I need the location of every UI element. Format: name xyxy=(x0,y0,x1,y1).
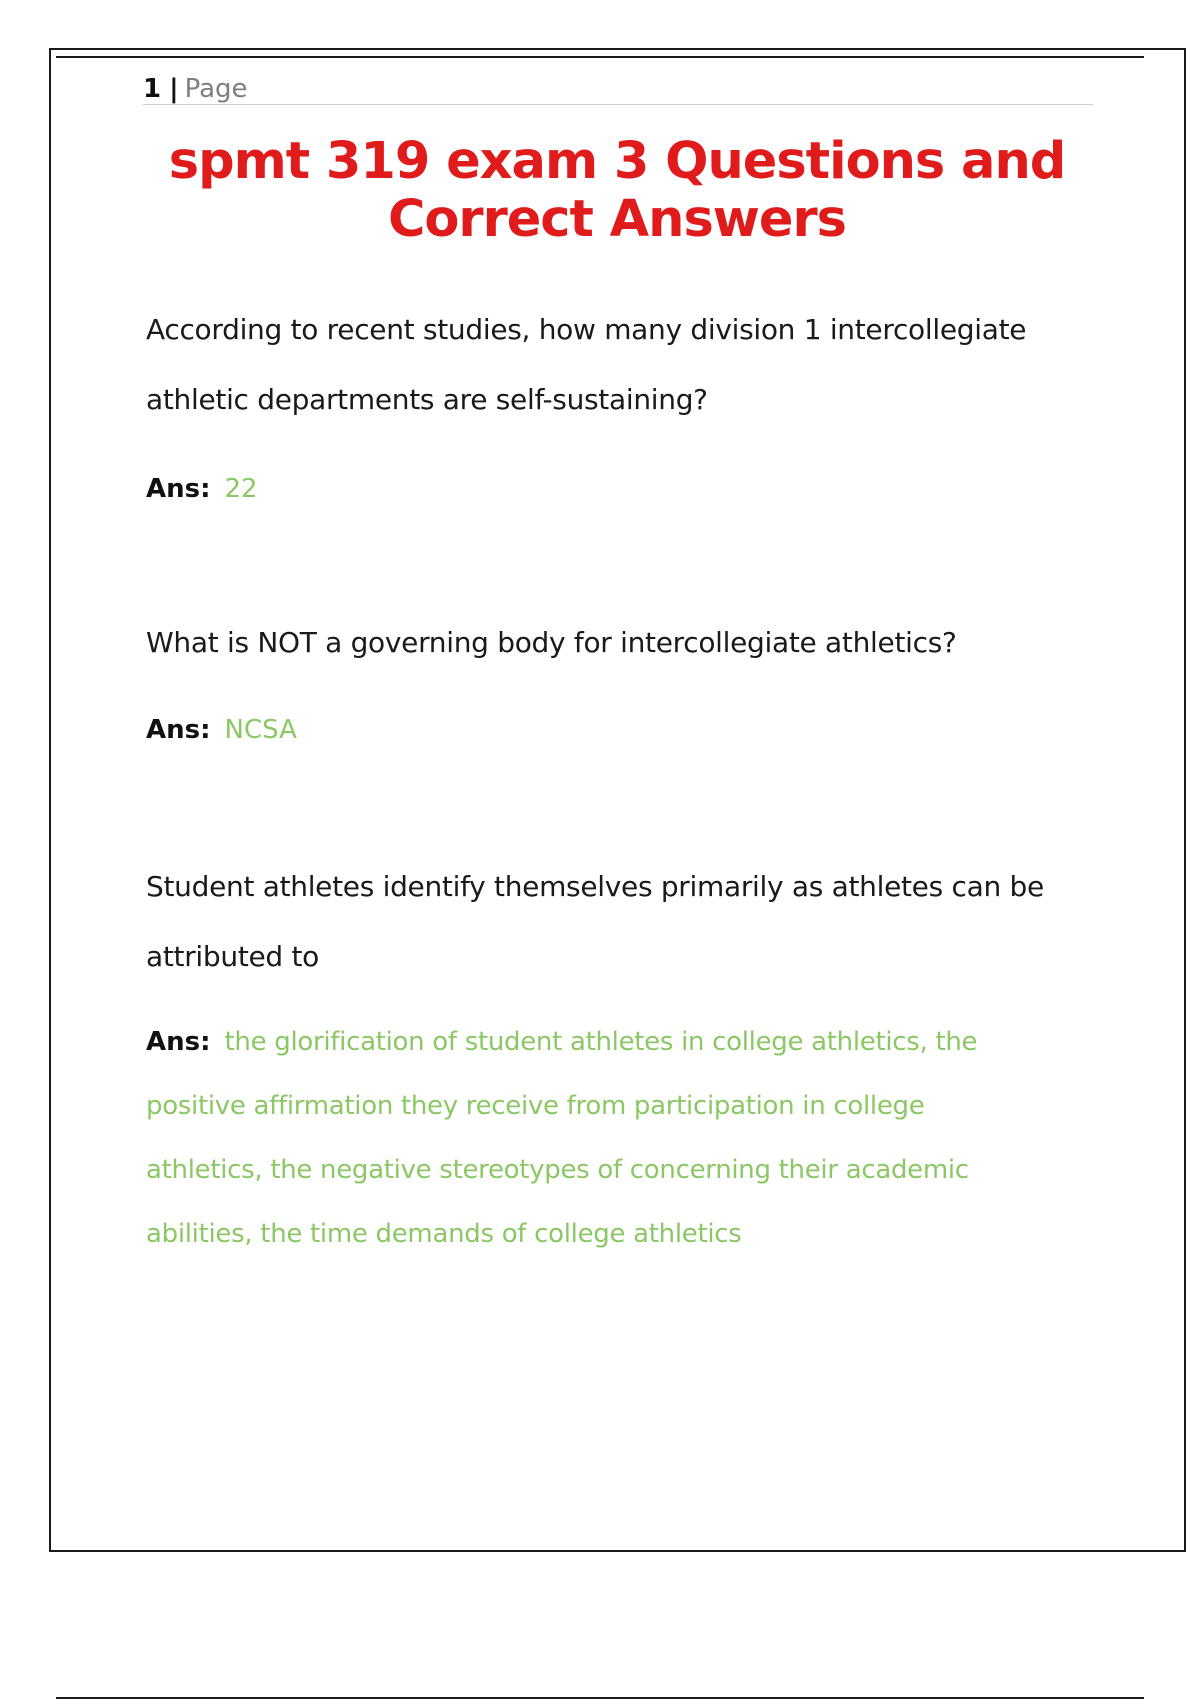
answer-label: Ans: xyxy=(146,715,211,745)
answer-label: Ans: xyxy=(146,474,211,504)
answer-1 xyxy=(146,457,1046,521)
question-2: What is NOT a governing body for intercollegiate athletics? xyxy=(146,626,957,659)
answer-2 xyxy=(146,698,1046,762)
question-1: According to recent studies, how many division 1 intercollegiate athletic departments are self-sustaining? xyxy=(146,313,1027,416)
answer-3 xyxy=(146,1010,1046,1266)
top-rule xyxy=(56,56,1144,58)
answer-label: Ans: xyxy=(146,1027,211,1057)
page-label: Page xyxy=(184,74,248,104)
answer-text: 22 xyxy=(224,474,258,504)
page-number: 1 xyxy=(143,74,162,104)
page-frame xyxy=(49,48,1186,1552)
bottom-rule xyxy=(56,1697,1144,1699)
answer-text: the glorification of student athletes in college athletics, the positive affirmation they receive from participation in college athletics, the negative stereotypes of concerning their academic abilities, the time demands of college athletics xyxy=(146,1027,978,1249)
page-header xyxy=(143,74,1093,105)
page-separator: | xyxy=(169,74,179,104)
question-3: Student athletes identify themselves primarily as athletes can be attributed to xyxy=(146,870,1044,973)
answer-text: NCSA xyxy=(224,715,297,745)
document-title: spmt 319 exam 3 Questions and Correct Answers xyxy=(168,132,1066,249)
